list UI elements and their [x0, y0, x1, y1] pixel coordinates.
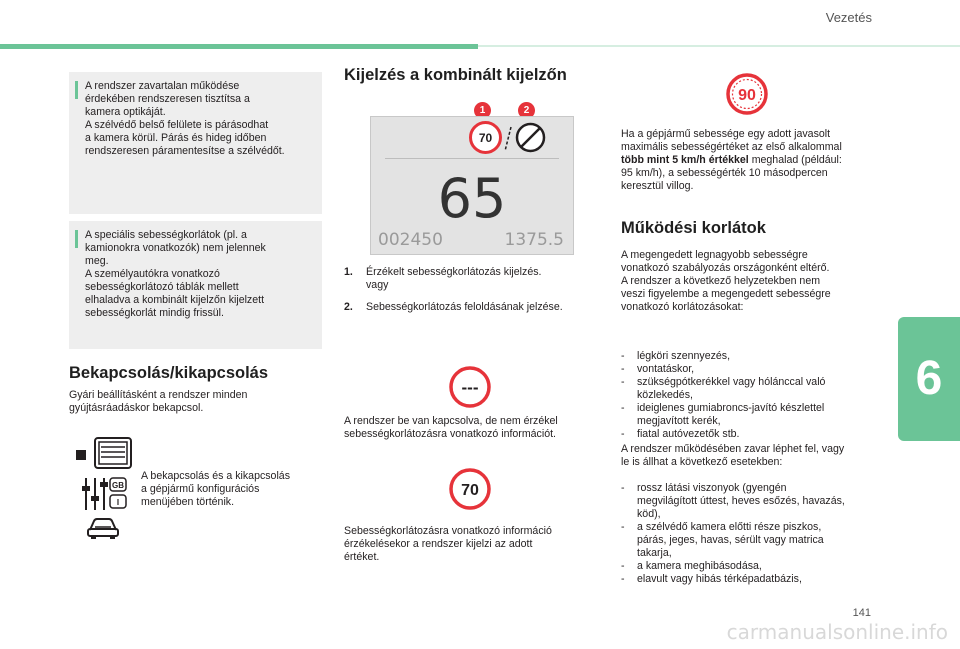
list-item-number: 1.: [344, 266, 353, 278]
limit-detected-description: Sebességkorlátozásra vonatkozó információ érzékelésekor a rendszer kijelzi az adott értéket.: [344, 525, 552, 563]
no-limit-detected-sign-icon: [449, 366, 491, 413]
limit-separator-icon: [501, 125, 515, 158]
display-legend-list: [344, 266, 584, 323]
overspeed-text-part: Ha a gépjármű sebessége egy adott javasolt maximális sebességértéket az első alkalommal: [621, 128, 842, 153]
section-title-display: Kijelzés a kombinált kijelzőn: [344, 66, 567, 84]
overspeed-text-bold: több mint 5 km/h értékkel: [621, 154, 749, 166]
car-icon: [86, 516, 120, 545]
list-item: - rossz látási viszonyok (gyengén megvilágított úttest, heves esőzés, havazás, köd),: [621, 482, 891, 521]
info-note-special-limits: [69, 221, 322, 349]
speed-limit-90-value: 90: [738, 87, 756, 104]
settings-sliders-icon: [82, 476, 128, 517]
info-icon: [75, 230, 78, 248]
list-item: - a kamera meghibásodása,: [621, 560, 891, 573]
header-accent-bar: [0, 44, 478, 49]
watermark: carmanualsonline.info: [726, 620, 948, 644]
limits-intro: A megengedett legnagyobb sebességre vonatkozó szabályozás országonként eltérő. A rendszer a következő helyzetekben nem veszi figyelembe a megengedett sebességre vonatkozó korlátozásokat:: [621, 249, 831, 313]
info-note-text: A speciális sebességkorlátok (pl. a kamionokra vonatkozók) nem jelennek meg. A személyautókra vonatkozó sebességkorlátozó táblák mellett elhaladva a kombinált kijelzőn kijelzett sebességkorlát mindig frissül.: [85, 229, 266, 319]
list-item: - légköri szennyezés,: [621, 350, 891, 363]
fault-intro: A rendszer működésében zavar léphet fel, vagy le is állhat a következő esetekben:: [621, 443, 845, 468]
current-speed: 65: [437, 167, 507, 230]
end-of-limit-sign-icon: [515, 122, 546, 158]
no-limit-value: ---: [461, 378, 479, 397]
speed-limit-sign-icon: [469, 121, 502, 159]
no-limit-description: A rendszer be van kapcsolva, de nem érzékel sebességkorlátozásra vonatkozó információt.: [344, 415, 558, 440]
list-item-number: 2.: [344, 301, 353, 313]
speed-limit-70-value: 70: [461, 482, 479, 499]
section-title-limits: Működési korlátok: [621, 219, 766, 237]
touchscreen-menu-icon: [76, 436, 132, 475]
onoff-description: Gyári beállításként a rendszer minden gyújtásráadáskor bekapcsol.: [69, 389, 248, 414]
list-item: - vontatáskor,: [621, 363, 891, 376]
list-item: - elavult vagy hibás térképadatbázis,: [621, 573, 891, 586]
trip-meter: 1375.5: [504, 230, 564, 250]
list-item: - a szélvédő kamera előtti része piszkos, párás, jeges, havas, sérült vagy matrica takarja,: [621, 521, 891, 560]
speed-limit-value: 70: [478, 131, 493, 145]
config-description: A bekapcsolás és a kikapcsolás a gépjármű konfigurációs menüjében történik.: [141, 470, 290, 508]
section-title-onoff: Bekapcsolás/kikapcsolás: [69, 364, 269, 382]
info-note-camera-cleaning: [69, 72, 322, 214]
info-note-text: A rendszer zavartalan működése érdekében rendszeresen tisztítsa a kamera optikáját. A szélvédő belső felülete is párásodhat a kamera körül. Párás és hideg időben rendszeresen páramentesítse a szélvédőt.: [85, 80, 285, 157]
display-divider: [385, 158, 559, 159]
instrument-cluster-display: [370, 116, 574, 255]
language-badge-i: I: [116, 498, 120, 507]
language-badge-gb: GB: [112, 481, 124, 490]
list-item: [344, 301, 584, 314]
list-item: - szükségpótkerékkel vagy hólánccal való közlekedés,: [621, 376, 891, 402]
chapter-title: Vezetés: [825, 10, 872, 25]
info-icon: [75, 81, 78, 99]
callout-1: 1: [474, 102, 491, 119]
list-item-text: Sebességkorlátozás feloldásának jelzése.: [366, 301, 563, 313]
callout-2: 2: [518, 102, 535, 119]
overspeed-text-part: meghalad (például: 95 km/h), a sebességérték 10 másodpercen keresztül villog.: [621, 154, 842, 192]
list-item: - ideiglenes gumiabroncs-javító készlettel megjavított kerék,: [621, 402, 891, 428]
page-number: 141: [852, 607, 871, 619]
limits-list: [621, 350, 891, 441]
overspeed-description: [621, 128, 886, 193]
header-accent-bar-light: [478, 45, 960, 47]
speed-limit-70-sign-icon: [449, 468, 491, 515]
speed-limit-90-sign-icon: [726, 73, 768, 120]
odometer: 002450: [378, 230, 443, 250]
list-item: - fiatal autóvezetők stb.: [621, 428, 891, 441]
fault-list: [621, 482, 891, 586]
list-item: [344, 266, 584, 292]
chapter-number-tab: 6: [898, 317, 960, 441]
list-item-text: Érzékelt sebességkorlátozás kijelzés. vagy: [366, 266, 542, 291]
